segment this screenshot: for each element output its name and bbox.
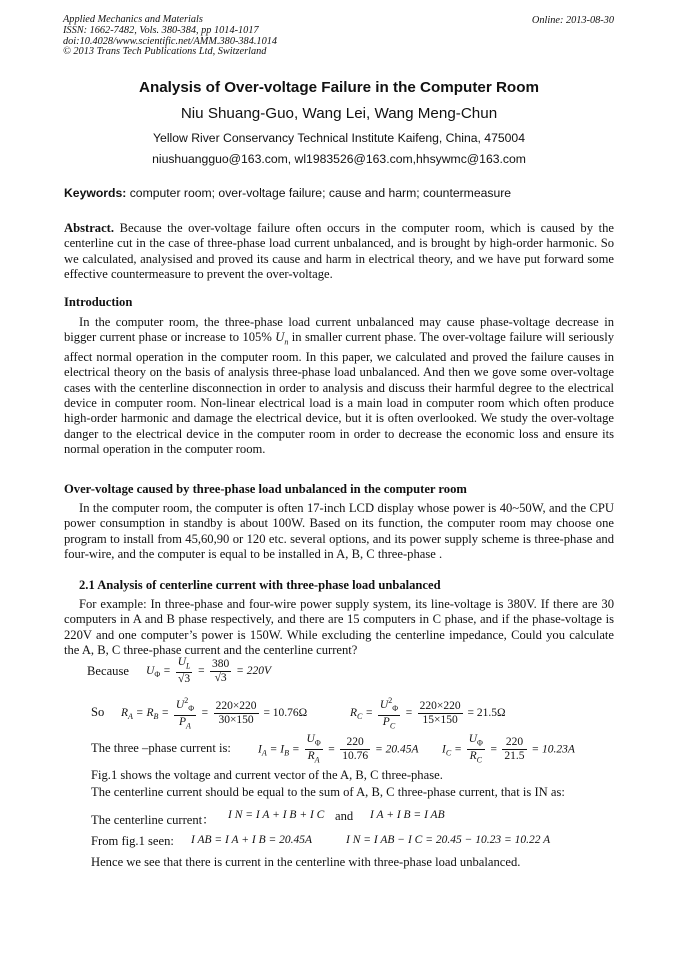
fig-text: Fig.1 shows the voltage and current vector of the A, B, C three-phase.: [91, 768, 443, 782]
intro-heading: Introduction: [64, 295, 133, 309]
copyright: © 2013 Trans Tech Publications Ltd, Switzerland: [63, 46, 267, 58]
un-symbol: $U_n$: [275, 330, 289, 347]
journal-name: Applied Mechanics and Materials: [63, 14, 203, 25]
because-label: Because: [87, 664, 129, 678]
equation-in: I N = I AB − I C = 20.45 − 10.23 = 10.22 A: [346, 834, 551, 846]
centerline-label: The centerline current：: [91, 813, 215, 827]
doi: doi:10.4028/www.scientific.net/AMM.380-384.1014: [63, 35, 278, 47]
keywords-label: Keywords:: [64, 186, 127, 200]
abstract: [64, 221, 614, 282]
section1-heading: Over-voltage caused by three-phase load unbalanced in the computer room: [64, 482, 467, 496]
section2-body: [64, 597, 614, 658]
keywords-text: computer room; over-voltage failure; cause and harm; countermeasure: [129, 186, 512, 200]
abstract-label: Abstract.: [64, 221, 115, 235]
intro-text-b: in smaller current phase. The over-voltage failure will seriously affect normal operation in the computer room. In this paper, we calculated and proved the failure causes in electrical theory on the basis of analysis three-phase load unbalanced. And then we gove some over-voltage cases with the centerline disconnection in order to analysis and discuss their harmful degree to the electrical device in computer room. Non-linear electrical load is a main load in computer room which often produce high-order harmonic and damage the electrical device, but it is often overlooked. We study the over-voltage danger to the electrical device in the computer room in order to decrease the economic loss and ensure its normal operation in the computer room.: [64, 330, 614, 456]
paper-authors: Niu Shuang-Guo, Wang Lei, Wang Meng-Chun: [180, 105, 498, 122]
section2-text: For example: In three-phase and four-wire power supply system, its line-voltage is 380V. If there are 30 computers in A and B phase respectively, and there are 15 computers in C phase, and if the phase-voltage is 220V and one computer’s power is 150W. While excluding the centerline impedance, Could you calculate the A, B, C three-phase current and the centerline current?: [64, 597, 614, 657]
intro-body: [64, 315, 614, 457]
journal-metadata: [63, 15, 277, 58]
equation-resistance-c: $R_C$ = $\frac{U^2_\Phi}{P_C}$ = $\frac{220\times 220}{15\times 150}$ = 21.5Ω: [350, 696, 506, 731]
abstract-text: Because the over-voltage failure often occurs in the computer room, which is caused by the centerline cut in the case of three-phase load current unbalanced, and is brought by high-order harmonic. So we calculated, analysised and proved its cause and harm in electrical theory, and we have put forward some effective countermeasure to prevent the over-voltage.: [64, 221, 614, 281]
equation-resistance-ab: $R_A = R_B$ = $\frac{U^2_\Phi}{P_A}$ = $\frac{220\times 220}{30\times 150}$ = 10.76Ω: [121, 696, 308, 731]
from-fig-label: From fig.1 seen:: [91, 834, 174, 848]
section1-text: In the computer room, the computer is often 17-inch LCD display whose power is 40~50W, and the CPU power consumption in standby is about 100W. Based on its function, the computer room may choose one program to install from 45,60,90 or 120 etc. several options, and its power supply scheme is three-phase and four-wire, and the computer is equal to be installed in A, B, C three-phase .: [64, 501, 614, 561]
equation-current-ab: $I_A = I_B$ = $\frac{U_\Phi}{R_A}$ = $\frac{220}{10.76}$ = 20.45A: [258, 733, 419, 765]
intro-text-a: In the computer room, the three-phase load current unbalanced may cause phase-voltage decrease in bigger current phase or increase to 105%: [64, 315, 614, 345]
centerline-text: The centerline current should be equal to the sum of A, B, C three-phase current, that is IN as:: [91, 785, 565, 799]
section1-body: [64, 501, 614, 562]
equation-centerline-sum: I N = I A + I B + I C: [228, 809, 325, 821]
paper-emails: niushuangguo@163.com, wl1983526@163.com,hhsywmc@163.com: [152, 152, 526, 166]
equation-current-c: $I_C$ = $\frac{U_\Phi}{R_C}$ = $\frac{220}{21.5}$ = 10.23A: [442, 733, 575, 765]
paper-title: Analysis of Over-voltage Failure in the Computer Room: [138, 79, 539, 96]
section2-heading: 2.1 Analysis of centerline current with three-phase load unbalanced: [79, 578, 441, 592]
online-date: Online: 2013-08-30: [531, 15, 614, 26]
equation-ab-sum: I A + I B = I AB: [370, 809, 445, 821]
issn: ISSN: 1662-7482, Vols. 380-384, pp 1014-1017: [63, 24, 259, 36]
equation-phase-voltage: $U_\Phi$ = $\frac{U_L}{√3}$ = $\frac{380}{√3}$ = 220V: [146, 656, 272, 686]
conclusion-text: Hence we see that there is current in the centerline with three-phase load unbalanced.: [91, 855, 521, 869]
and-label: and: [335, 809, 354, 823]
three-phase-label: The three –phase current is:: [91, 741, 231, 755]
so-label: So: [91, 705, 105, 719]
keywords: [64, 186, 511, 200]
paper-affiliation: Yellow River Conservancy Technical Institute Kaifeng, China, 475004: [153, 131, 525, 145]
equation-iab: I AB = I A + I B = 20.45A: [191, 834, 313, 846]
